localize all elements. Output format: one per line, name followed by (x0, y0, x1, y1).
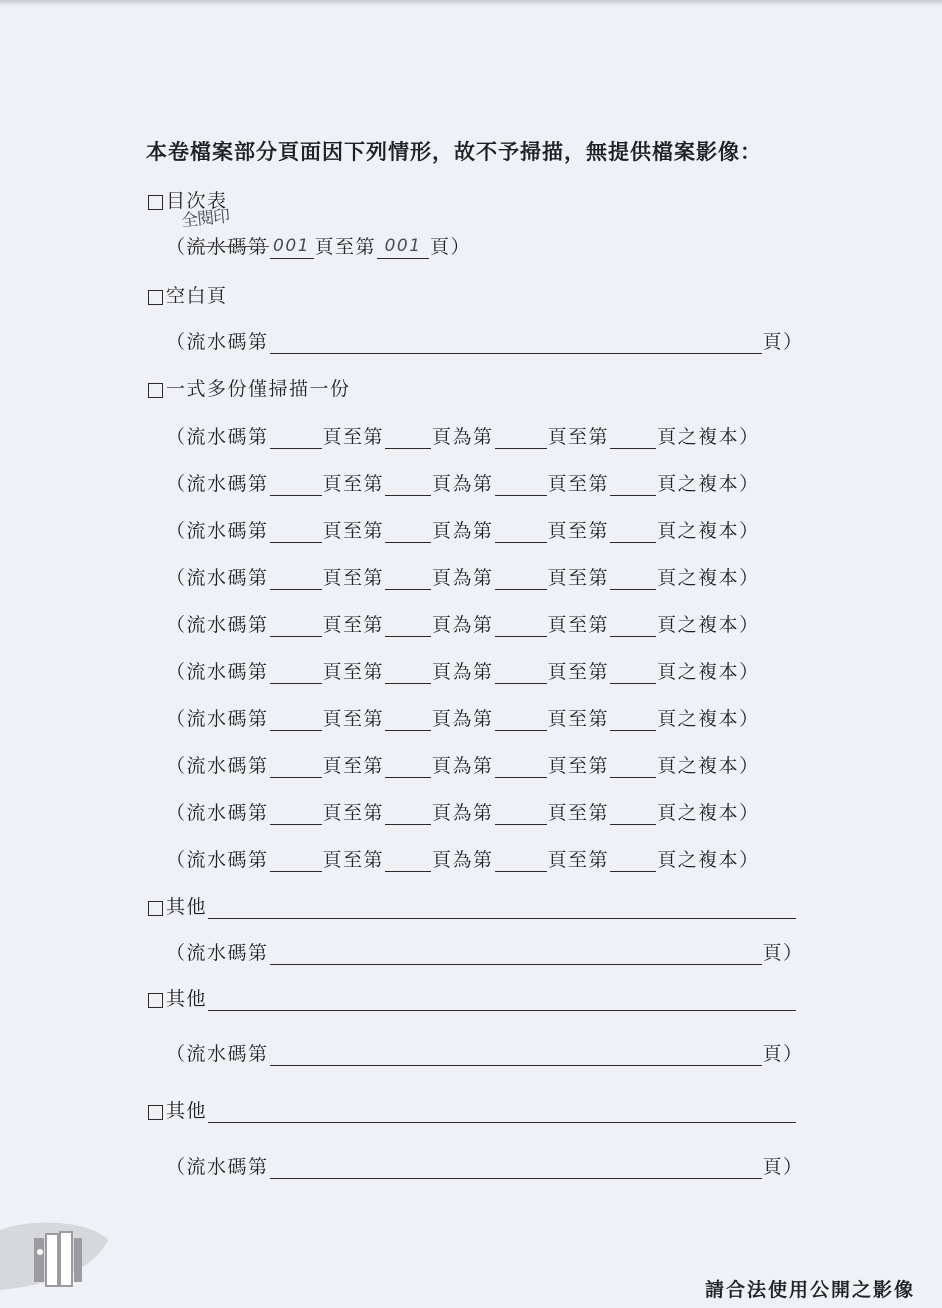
multi-copy-row-text: 頁之複本） (657, 755, 760, 777)
multi-copy-page-field[interactable] (495, 849, 547, 872)
multi-copy-row-text: 頁之複本） (657, 708, 760, 730)
multi-copy-row-text: 頁至第 (547, 708, 610, 730)
multi-copy-row-text: （流水碼第 (166, 520, 269, 542)
other-description-field-3[interactable] (208, 1100, 796, 1123)
other-option-3[interactable] (148, 1096, 797, 1123)
blank-checkbox[interactable] (148, 290, 163, 305)
multi-copy-page-field[interactable] (610, 849, 656, 872)
multi-copy-page-field[interactable] (385, 708, 431, 731)
multi-copy-page-field[interactable] (270, 614, 322, 637)
multi-copy-page-field[interactable] (610, 473, 656, 496)
other-label-1: 其他 (166, 896, 208, 918)
multi-copy-page-field[interactable] (270, 849, 322, 872)
multi-copy-row-text: 頁至第 (322, 661, 385, 683)
multi-copy-row (166, 563, 760, 590)
blank-option[interactable] (148, 281, 228, 308)
multi-copy-row-text: 頁為第 (432, 614, 494, 636)
multi-copy-row (166, 798, 760, 825)
other-suffix-1: 頁） (762, 942, 804, 964)
multi-copy-label: 一式多份僅掃描一份 (166, 378, 351, 400)
multi-copy-row-text: 頁至第 (322, 614, 385, 636)
blank-serial-field[interactable] (270, 331, 762, 354)
blank-suffix: 頁） (762, 331, 804, 353)
other-option-2[interactable] (148, 984, 797, 1011)
footer-notice: 請合法使用公開之影像 (705, 1279, 916, 1301)
multi-copy-row-text: 頁為第 (432, 473, 494, 495)
other-serial-row-3 (166, 1152, 804, 1179)
multi-copy-page-field[interactable] (495, 614, 547, 637)
multi-copy-row-text: 頁至第 (547, 426, 610, 448)
multi-copy-row-text: 頁至第 (322, 849, 385, 871)
page-title: 本卷檔案部分頁面因下列情形，故不予掃描，無提供檔案影像： (146, 139, 762, 164)
multi-copy-row-text: 頁之複本） (657, 614, 760, 636)
multi-copy-page-field[interactable] (270, 520, 322, 543)
other-serial-row-2 (166, 1039, 804, 1066)
other-prefix-2: （流水碼第 (166, 1043, 269, 1065)
scan-top-edge (0, 0, 942, 6)
multi-copy-page-field[interactable] (495, 661, 547, 684)
multi-copy-row-text: 頁為第 (432, 661, 494, 683)
multi-copy-row-text: 頁之複本） (657, 567, 760, 589)
other-checkbox-1[interactable] (148, 901, 163, 916)
multi-copy-page-field[interactable] (495, 567, 547, 590)
other-serial-field-1[interactable] (270, 942, 762, 965)
multi-copy-page-field[interactable] (610, 567, 656, 590)
multi-copy-page-field[interactable] (610, 802, 656, 825)
multi-copy-row-text: 頁至第 (547, 661, 610, 683)
multi-copy-row-text: 頁至第 (547, 849, 610, 871)
multi-copy-row (166, 751, 760, 778)
multi-copy-row-text: （流水碼第 (166, 849, 269, 871)
toc-from-field[interactable]: 001 (270, 236, 314, 259)
archive-logo-icon (0, 1218, 110, 1300)
blank-prefix: （流水碼第 (166, 331, 269, 353)
multi-copy-row-text: 頁之複本） (657, 849, 760, 871)
multi-copy-page-field[interactable] (495, 755, 547, 778)
multi-copy-page-field[interactable] (385, 661, 431, 684)
multi-copy-row-text: 頁為第 (432, 802, 494, 824)
multi-copy-row-text: 頁至第 (547, 520, 610, 542)
other-label-2: 其他 (166, 988, 208, 1010)
handwritten-annotation: 全閱印 (180, 206, 231, 232)
multi-copy-page-field[interactable] (495, 802, 547, 825)
multi-copy-page-field[interactable] (270, 708, 322, 731)
other-description-field-1[interactable] (208, 896, 796, 919)
multi-copy-checkbox[interactable] (148, 383, 163, 398)
multi-copy-page-field[interactable] (385, 802, 431, 825)
other-serial-field-2[interactable] (270, 1043, 762, 1066)
multi-copy-page-field[interactable] (385, 614, 431, 637)
multi-copy-row-text: 頁之複本） (657, 661, 760, 683)
multi-copy-page-field[interactable] (385, 567, 431, 590)
multi-copy-page-field[interactable] (495, 426, 547, 449)
other-description-field-2[interactable] (208, 988, 796, 1011)
multi-copy-row (166, 704, 760, 731)
multi-copy-page-field[interactable] (610, 708, 656, 731)
multi-copy-row-text: （流水碼第 (166, 661, 269, 683)
multi-copy-page-field[interactable] (385, 473, 431, 496)
multi-copy-option[interactable] (148, 374, 351, 401)
multi-copy-row (166, 422, 760, 449)
multi-copy-row-text: 頁至第 (322, 520, 385, 542)
multi-copy-row-text: （流水碼第 (166, 614, 269, 636)
multi-copy-row-text: 頁為第 (432, 567, 494, 589)
multi-copy-row-text: （流水碼第 (166, 755, 269, 777)
multi-copy-page-field[interactable] (270, 473, 322, 496)
multi-copy-row-text: 頁至第 (322, 426, 385, 448)
multi-copy-row-text: （流水碼第 (166, 426, 269, 448)
multi-copy-page-field[interactable] (495, 708, 547, 731)
multi-copy-page-field[interactable] (385, 849, 431, 872)
multi-copy-row-text: 頁至第 (547, 755, 610, 777)
multi-copy-row (166, 845, 760, 872)
multi-copy-row-text: 頁為第 (432, 708, 494, 730)
multi-copy-page-field[interactable] (270, 426, 322, 449)
other-checkbox-3[interactable] (148, 1105, 163, 1120)
toc-to-label: 頁至第 (314, 236, 377, 258)
multi-copy-row-text: 頁至第 (547, 802, 610, 824)
other-serial-row-1 (166, 938, 804, 965)
toc-checkbox[interactable] (148, 195, 163, 210)
multi-copy-row-text: 頁為第 (432, 755, 494, 777)
other-suffix-2: 頁） (762, 1043, 804, 1065)
multi-copy-page-field[interactable] (385, 520, 431, 543)
toc-label: 目次表 (166, 190, 228, 212)
multi-copy-page-field[interactable] (385, 426, 431, 449)
multi-copy-page-field[interactable] (610, 661, 656, 684)
multi-copy-row-text: （流水碼第 (166, 567, 269, 589)
toc-serial-row (166, 232, 471, 259)
toc-serial-label: 流水碼第 (187, 232, 269, 259)
other-option-1[interactable] (148, 892, 797, 919)
multi-copy-page-field[interactable] (270, 802, 322, 825)
multi-copy-row-text: 頁至第 (322, 473, 385, 495)
multi-copy-row (166, 610, 760, 637)
other-prefix-1: （流水碼第 (166, 942, 269, 964)
other-checkbox-2[interactable] (148, 993, 163, 1008)
other-label-3: 其他 (166, 1100, 208, 1122)
toc-to-field[interactable]: 001 (377, 236, 429, 259)
multi-copy-page-field[interactable] (495, 473, 547, 496)
multi-copy-page-field[interactable] (270, 661, 322, 684)
multi-copy-row-text: （流水碼第 (166, 708, 269, 730)
multi-copy-page-field[interactable] (610, 755, 656, 778)
multi-copy-row (166, 516, 760, 543)
multi-copy-page-field[interactable] (610, 614, 656, 637)
multi-copy-row-text: 頁為第 (432, 426, 494, 448)
multi-copy-row (166, 657, 760, 684)
multi-copy-row-text: 頁為第 (432, 849, 494, 871)
other-suffix-3: 頁） (762, 1156, 804, 1178)
blank-label: 空白頁 (166, 285, 228, 307)
multi-copy-page-field[interactable] (610, 426, 656, 449)
multi-copy-row-text: 頁之複本） (657, 520, 760, 542)
toc-suffix: 頁） (430, 236, 472, 258)
toc-prefix: （ (166, 236, 187, 258)
multi-copy-page-field[interactable] (385, 755, 431, 778)
multi-copy-page-field[interactable] (270, 755, 322, 778)
other-serial-field-3[interactable] (270, 1156, 762, 1179)
multi-copy-row-text: 頁至第 (547, 473, 610, 495)
multi-copy-row-text: （流水碼第 (166, 802, 269, 824)
multi-copy-row-text: 頁至第 (322, 802, 385, 824)
multi-copy-row-text: 頁為第 (432, 520, 494, 542)
blank-serial-row (166, 327, 804, 354)
multi-copy-row-text: 頁之複本） (657, 426, 760, 448)
multi-copy-row-text: 頁之複本） (657, 802, 760, 824)
multi-copy-page-field[interactable] (495, 520, 547, 543)
multi-copy-row-text: 頁至第 (322, 708, 385, 730)
multi-copy-row-text: （流水碼第 (166, 473, 269, 495)
multi-copy-row (166, 469, 760, 496)
multi-copy-page-field[interactable] (610, 520, 656, 543)
multi-copy-row-text: 頁至第 (322, 755, 385, 777)
multi-copy-row-text: 頁至第 (547, 567, 610, 589)
multi-copy-row-text: 頁至第 (322, 567, 385, 589)
multi-copy-row-text: 頁之複本） (657, 473, 760, 495)
multi-copy-page-field[interactable] (270, 567, 322, 590)
multi-copy-row-text: 頁至第 (547, 614, 610, 636)
other-prefix-3: （流水碼第 (166, 1156, 269, 1178)
